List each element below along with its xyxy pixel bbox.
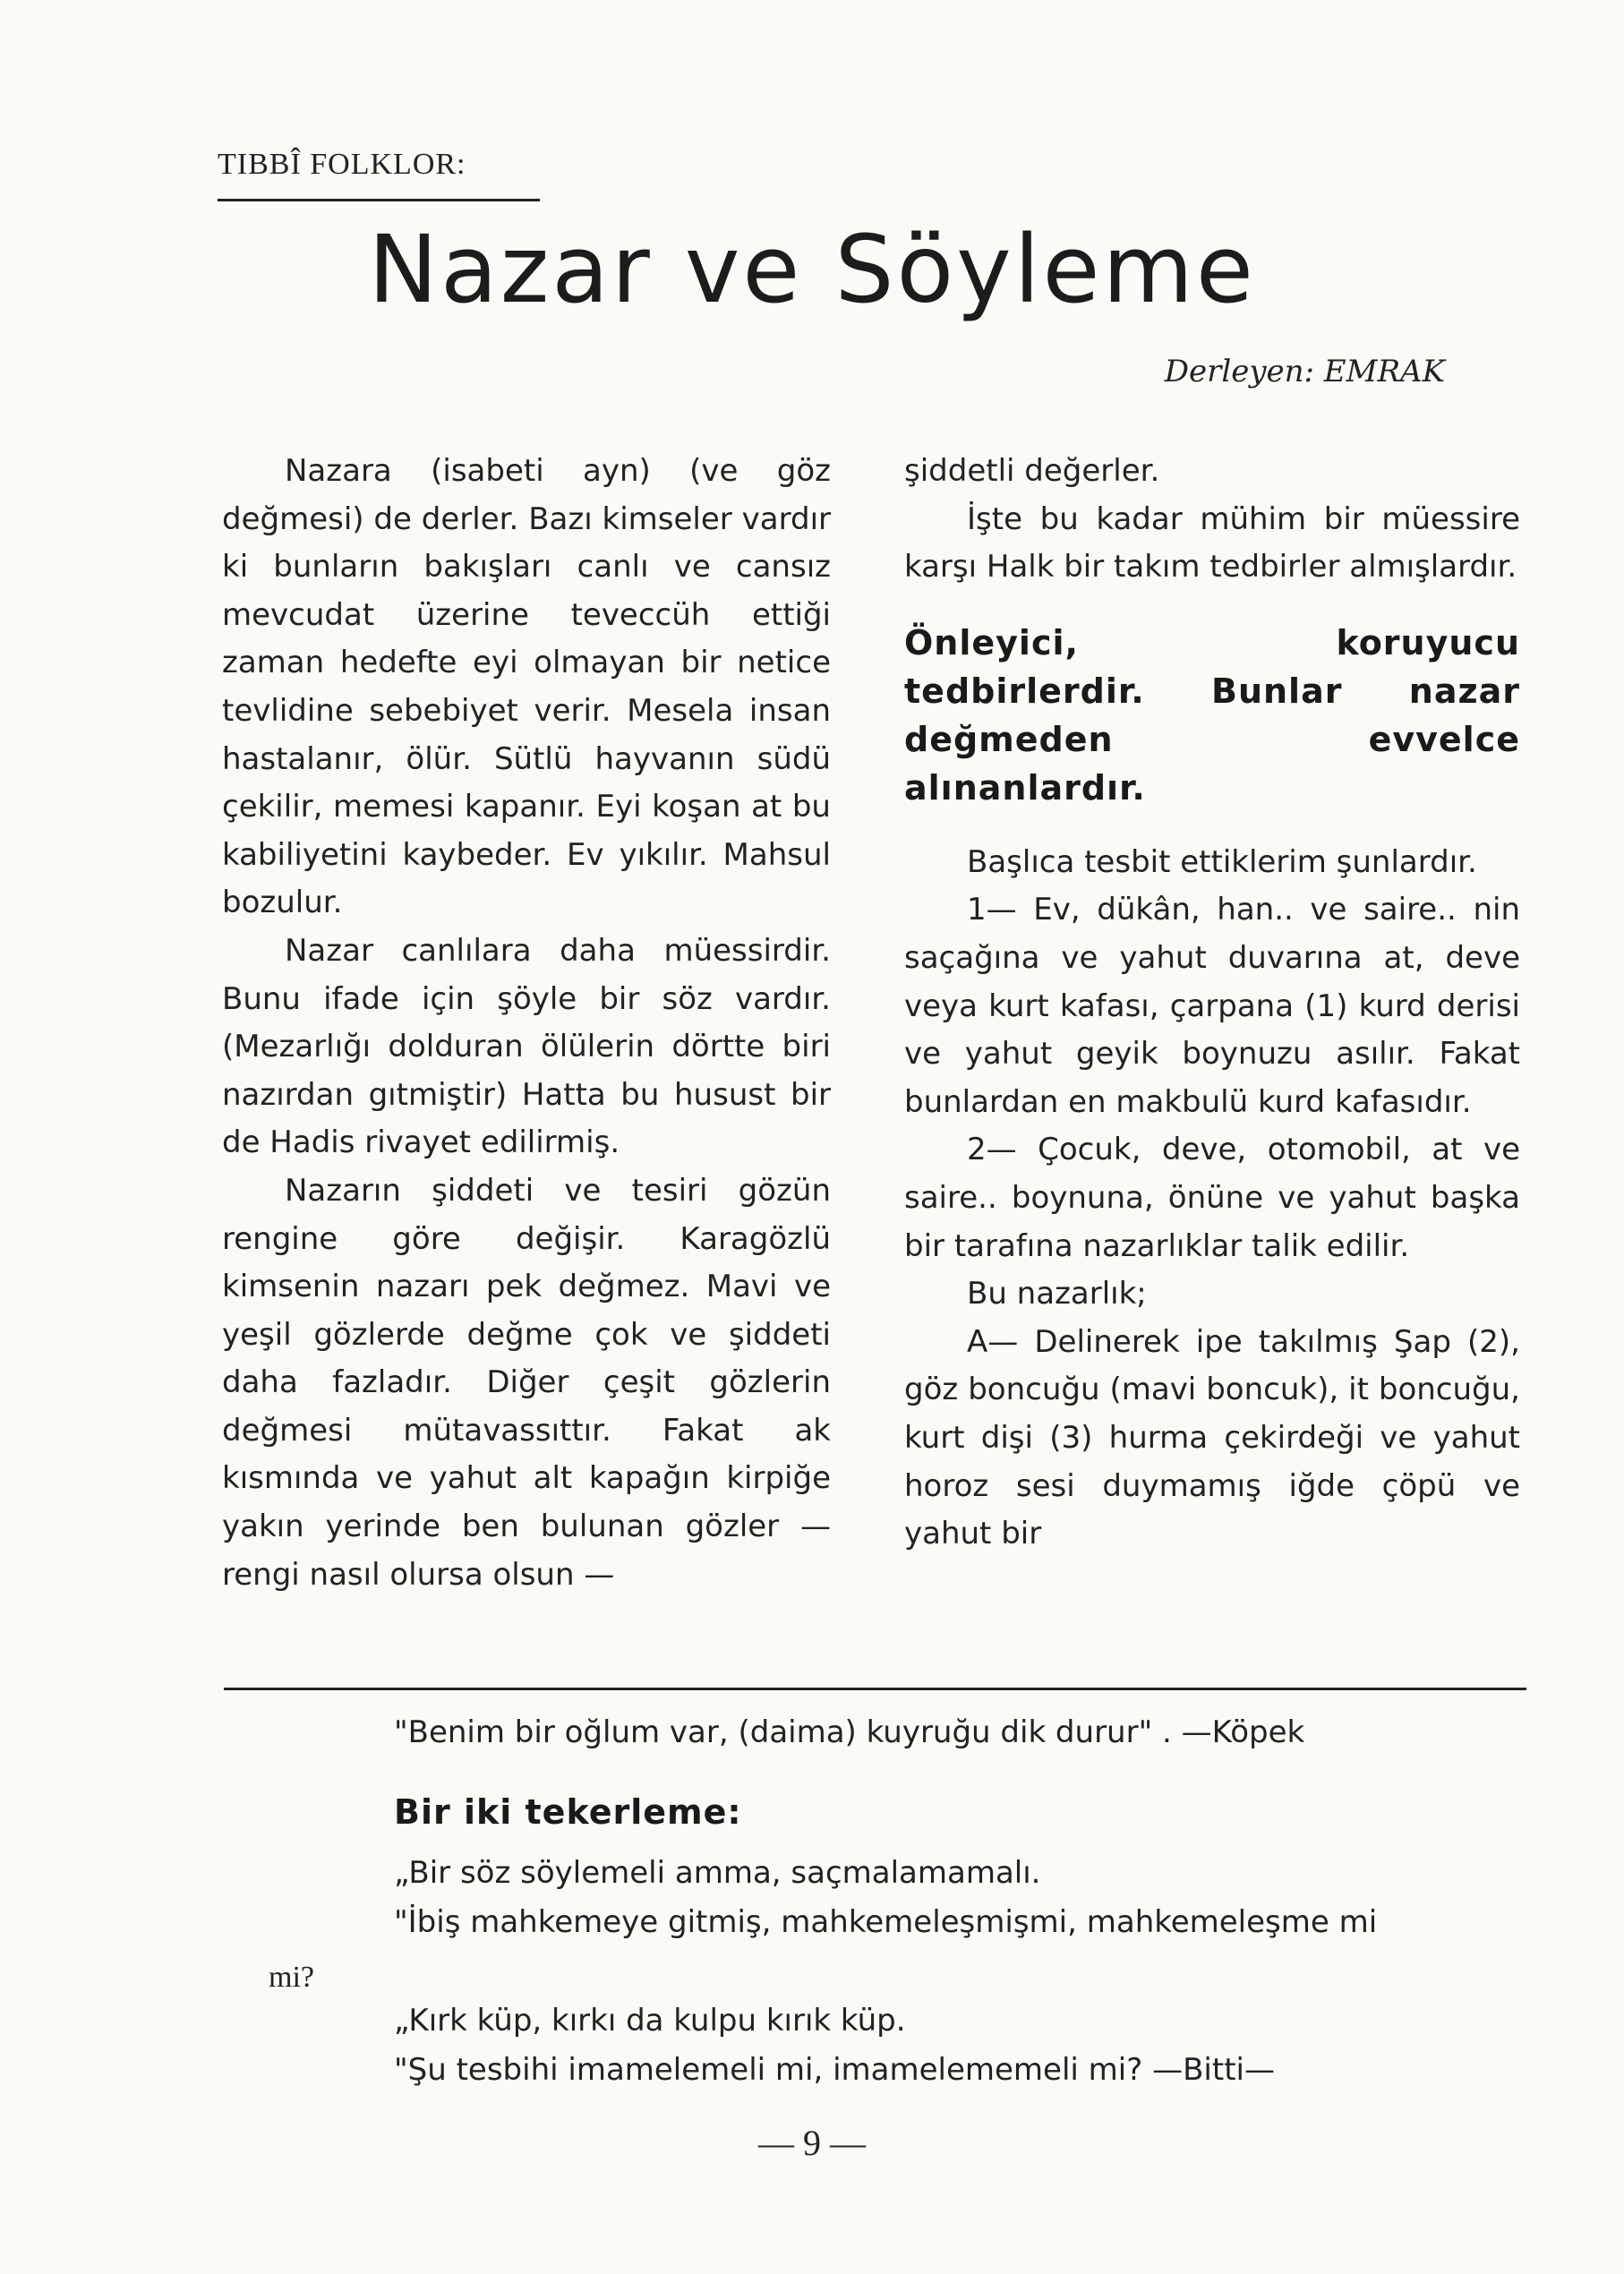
- tongue-twister-heading: Bir iki tekerleme:: [394, 1792, 742, 1832]
- right-column: [904, 448, 1520, 1559]
- tongue-twister-line: "Şu tesbihi imamelemeli mi, imamelememeli mi? —Bitti—: [394, 2052, 1275, 2088]
- list-item: 1— Ev, dükân, han.. ve saire.. nin saçağına ve yahut duvarına at, deve veya kurt kafası, çarpana (1) kurd derisi ve yahut geyik boynuzu asılır. Fakat bunlardan en makbulü kurd kafasıdır.: [904, 892, 1520, 1120]
- paragraph: Nazara (isabeti ayn) (ve göz değmesi) de derler. Bazı kimseler vardır ki bunların bakışları canlı ve cansız mevcudat üzerine teveccüh ettiği zaman hedefte eyi olmayan bir netice tevlidine sebebiyet verir. Mesela insan hastalanır, ölür. Sütlü hayvanın südü çekilir, memesi kapanır. Eyi koşan at bu kabiliyetini kaybeder. Ev yıkılır. Mahsul bozulur.: [222, 453, 831, 921]
- paragraph: Nazar canlılara daha müessirdir. Bunu ifade için şöyle bir söz vardır. (Mezarlığı dolduran ölülerin dörtte biri nazırdan gıtmiştir) Hatta bu husust bir de Hadis rivayet edilirmiş.: [222, 932, 831, 1161]
- section-underline: [218, 199, 540, 201]
- list-item: A— Delinerek ipe takılmış Şap (2), göz boncuğu (mavi boncuk), it boncuğu, kurt dişi (3) hurma çekirdeği ve yahut horoz sesi duymamış iğde çöpü ve yahut bir: [904, 1323, 1520, 1552]
- overflow-word: mi?: [269, 1961, 314, 1994]
- list-item: 2— Çocuk, deve, otomobil, at ve saire.. boynuna, önüne ve yahut başka bir tarafına nazarlıklar talik edilir.: [904, 1132, 1520, 1264]
- tongue-twister-line: "İbiş mahkemeye gitmiş, mahkemeleşmişmi, mahkemeleşme mi: [394, 1904, 1378, 1940]
- section-label: TIBBÎ FOLKLOR:: [218, 148, 466, 181]
- paragraph: Bu nazarlık;: [967, 1276, 1147, 1312]
- left-column: [222, 448, 831, 1599]
- paragraph: Başlıca tesbit ettiklerim şunlardır.: [967, 843, 1477, 880]
- tongue-twister-line: „Kırk küp, kırkı da kulpu kırık küp.: [394, 2003, 906, 2039]
- page-number: — 9 —: [758, 2123, 866, 2163]
- subheading: Önleyici, koruyucu tedbirlerdir. Bunlar nazar değmeden evvelce alınanlardır.: [904, 622, 1520, 808]
- compiler-credit: Derleyen: EMRAK: [1164, 354, 1445, 389]
- riddle-line: "Benim bir oğlum var, (daima) kuyruğu dik durur" . —Köpek: [394, 1714, 1305, 1750]
- tongue-twister-line: „Bir söz söylemeli amma, saçmalamamalı.: [394, 1855, 1041, 1891]
- footnote-divider: [224, 1688, 1526, 1690]
- paragraph: İşte bu kadar mühim bir müessire karşı Halk bir takım tedbirler almışlardır.: [904, 500, 1520, 586]
- paragraph-continuation: şiddetli değerler.: [904, 453, 1160, 489]
- paragraph: Nazarın şiddeti ve tesiri gözün rengine göre değişir. Karagözlü kimsenin nazarı pek değmez. Mavi ve yeşil gözlerde değme çok ve şiddeti daha fazladır. Diğer çeşit gözlerin değmesi mütavassıttır. Fakat ak kısmında ve yahut alt kapağın kirpiğe yakın yerinde ben bulunan gözler — rengi nasıl olursa olsun —: [222, 1172, 831, 1593]
- page-title: Nazar ve Söyleme: [368, 215, 1256, 324]
